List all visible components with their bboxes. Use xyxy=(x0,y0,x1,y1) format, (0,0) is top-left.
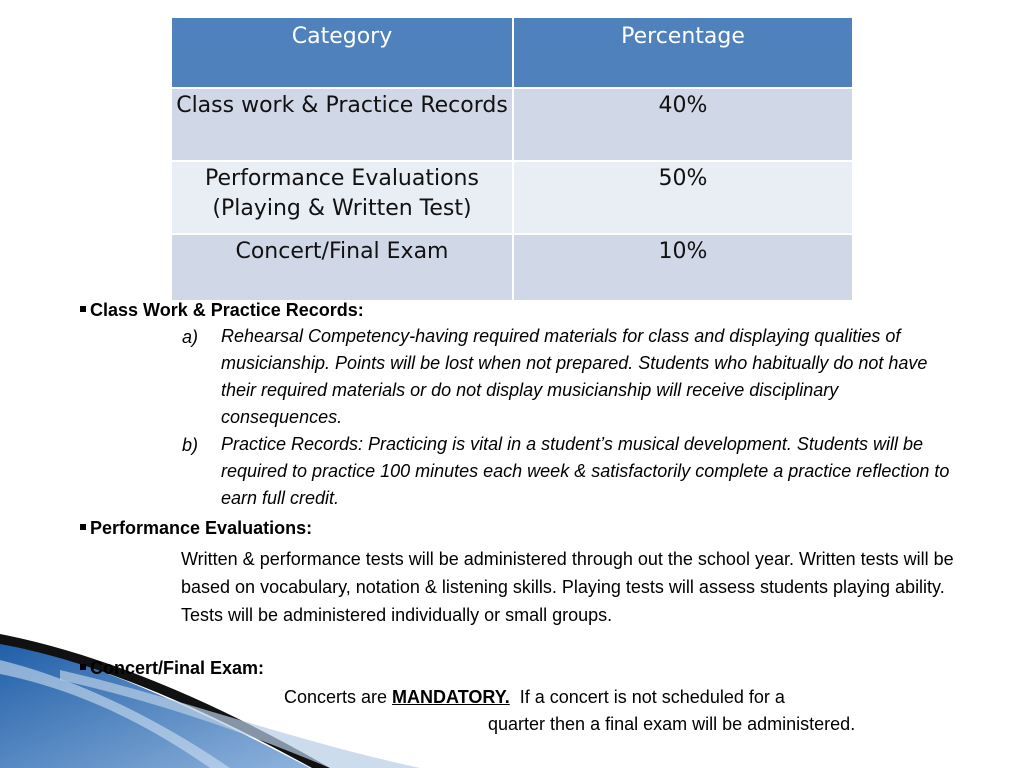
classwork-heading: Class Work & Practice Records: xyxy=(80,296,364,324)
row-category: Performance Evaluations (Playing & Written Test) xyxy=(171,161,513,234)
table-row xyxy=(171,88,853,161)
list-item-text: Practice Records: Practicing is vital in a student’s musical development. Students will be required to practice 100 minutes each week & satisfactorily complete a practice reflection to earn full credit. xyxy=(221,434,950,508)
concert-text-line1 xyxy=(284,683,785,711)
bullet-icon xyxy=(80,524,86,530)
mandatory-emphasis: MANDATORY. xyxy=(392,687,510,707)
grade-breakdown-table xyxy=(170,16,854,302)
table-row xyxy=(171,161,853,234)
list-marker: a) xyxy=(182,327,199,347)
header-percentage: Percentage xyxy=(513,17,853,88)
table-row xyxy=(171,234,853,301)
row-percentage: 10% xyxy=(513,234,853,301)
performance-heading: Performance Evaluations: xyxy=(80,514,312,542)
list-marker: b) xyxy=(182,435,199,455)
row-category: Concert/Final Exam xyxy=(171,234,513,301)
list-item-text: Rehearsal Competency-having required materials for class and displaying qualities of musicianship. Points will be lost when not prepared. Students who habitually do not have their required materials or do not display musicianship will receive disciplinary consequences. xyxy=(221,326,928,427)
row-percentage: 50% xyxy=(513,161,853,234)
row-category: Class work & Practice Records xyxy=(171,88,513,161)
concert-text-line2: quarter then a final exam will be administered. xyxy=(488,714,856,734)
performance-description: Written & performance tests will be administered through out the school year. Written tests will be based on vocabulary, notation & listening skills. Playing tests will assess students playing ability. Tests will be administered individually or small groups. xyxy=(181,549,954,625)
bullet-icon xyxy=(80,306,86,312)
row-percentage: 40% xyxy=(513,88,853,161)
bullet-icon xyxy=(80,664,86,670)
table-header-row xyxy=(171,17,853,88)
concert-heading: Concert/Final Exam: xyxy=(80,654,264,682)
concert-prefix: Concerts are xyxy=(284,687,393,707)
concert-suffix: If a concert is not scheduled for a xyxy=(509,687,785,707)
header-category: Category xyxy=(171,17,513,88)
